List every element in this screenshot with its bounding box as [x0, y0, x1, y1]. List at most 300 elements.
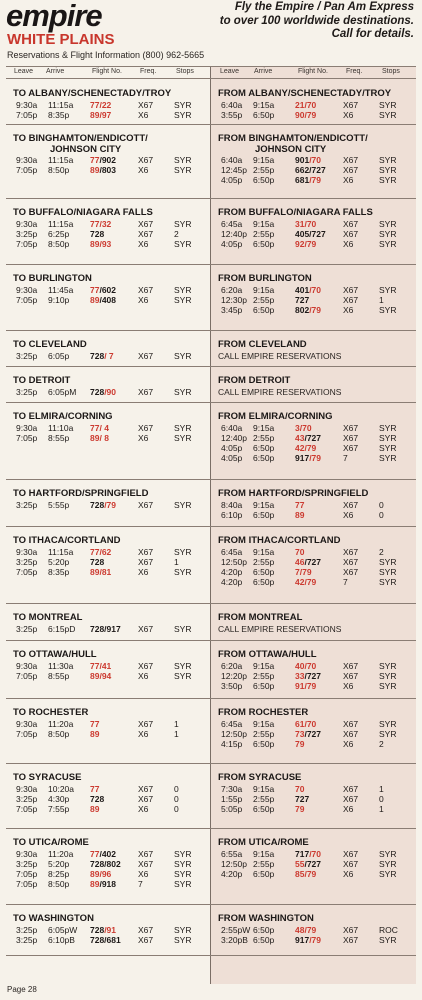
flight-number [295, 729, 321, 739]
tagline-line-1: Fly the Empire / Pan Am Express [234, 1, 414, 13]
flight-number-part: 89 [90, 803, 100, 814]
stops: 1 [379, 803, 384, 814]
flight-number-part: 405/727 [295, 228, 326, 239]
flight-number-part: 55 [295, 858, 305, 869]
flight-number-part: 42 [295, 577, 305, 588]
flight-number-part: 90 [295, 109, 305, 120]
frequency: 7 [343, 577, 348, 588]
flight-number [90, 879, 116, 889]
arrive-time: 6:50p [253, 304, 275, 315]
frequency: X6 [343, 868, 354, 879]
arrive-time: 9:15a [253, 660, 275, 671]
flight-number [90, 219, 111, 229]
to-title: TO SYRACUSE [13, 772, 82, 783]
flight-number [90, 387, 116, 397]
to-title: TO ELMIRA/CORNING [13, 411, 113, 422]
timetable [6, 80, 416, 956]
frequency: X67 [138, 350, 154, 361]
stops: SYR [174, 868, 192, 879]
to-block [6, 367, 211, 397]
stops: 0 [174, 803, 179, 814]
flight-row [6, 295, 211, 305]
flight-number-part: /727 [304, 556, 322, 567]
arrive-time: 7:55p [48, 803, 70, 814]
frequency: X6 [138, 728, 149, 739]
route-section [6, 604, 416, 641]
flight-number [295, 110, 316, 120]
flight-number-part: 77 [90, 660, 100, 671]
flight-number [90, 661, 111, 671]
flight-number-part: 728 [90, 350, 105, 361]
leave-time: 7:05p [16, 294, 38, 305]
leave-time: 6:40a [221, 155, 243, 165]
flight-number [90, 925, 116, 935]
flight-number-part: /79 [304, 442, 317, 453]
flight-number [295, 229, 326, 239]
flight-number [90, 671, 111, 681]
leave-time: 4:05p [221, 175, 243, 186]
flight-number [295, 869, 316, 879]
flight-number-part: 401 [295, 284, 310, 295]
to-block [6, 527, 211, 577]
stops: 1 [174, 728, 179, 739]
col-stops-from: Stops [382, 68, 400, 75]
frequency: X67 [138, 218, 154, 229]
flight-number-part: 681 [295, 175, 310, 186]
flight-number-part: 79 [295, 803, 305, 814]
flight-row [6, 165, 211, 175]
flight-number-part: /602 [99, 284, 117, 295]
route-section [6, 331, 416, 367]
flight-number-part: 728/681 [90, 934, 121, 945]
leave-time: 9:30a [16, 718, 38, 729]
arrive-time: 9:15a [253, 155, 275, 165]
route-section [6, 265, 416, 331]
stops: SYR [174, 924, 192, 935]
from-title: FROM BUFFALO/NIAGARA FALLS [218, 207, 373, 218]
flight-number-part: 901 [295, 155, 310, 165]
stops: SYR [379, 442, 397, 453]
flight-row [6, 387, 211, 397]
stops: SYR [174, 155, 192, 165]
col-arrive-from: Arrive [254, 68, 273, 75]
flight-number-part: 728 [90, 228, 105, 239]
flight-number-part: /41 [99, 660, 112, 671]
stops: SYR [379, 165, 397, 176]
leave-time: 3:25p [16, 924, 38, 935]
arrive-time: 6:50p [253, 934, 275, 945]
flight-number-part: 7 [295, 566, 300, 577]
to-block [6, 641, 211, 681]
frequency: X67 [343, 670, 359, 681]
frequency: X6 [138, 868, 149, 879]
arrive-time: 8:35p [48, 566, 70, 577]
flight-number-part: /727 [304, 432, 322, 443]
stops: 1 [174, 718, 179, 729]
frequency: X67 [138, 660, 154, 671]
flight-number-part: /96 [99, 868, 112, 879]
frequency: X67 [138, 228, 154, 239]
stops: SYR [174, 165, 192, 176]
leave-time: 4:05p [221, 238, 243, 249]
frequency: X67 [343, 99, 359, 110]
arrive-time: 8:55p [48, 670, 70, 681]
tagline [220, 1, 414, 42]
flight-number [295, 567, 312, 577]
flight-number-part: 89 [90, 294, 100, 305]
flight-number [295, 239, 316, 249]
stops: SYR [379, 934, 397, 945]
arrive-time: 6:50p [253, 442, 275, 453]
route-section [6, 699, 416, 764]
flight-number [295, 925, 316, 935]
from-block [211, 480, 416, 520]
stops: 1 [379, 294, 384, 305]
arrive-time: 11:15a [48, 546, 74, 557]
flight-number-part: /79 [309, 934, 322, 945]
frequency: X67 [343, 442, 359, 453]
arrive-time: 11:45a [48, 284, 74, 295]
route-section [6, 527, 416, 604]
leave-time: 7:05p [16, 566, 38, 577]
frequency: X67 [343, 793, 359, 804]
frequency: X67 [343, 284, 359, 295]
route-section [6, 199, 416, 265]
flight-number [90, 729, 99, 739]
flight-row [6, 719, 211, 729]
arrive-time: 6:50p [253, 803, 275, 814]
frequency: X6 [138, 566, 149, 577]
stops: SYR [174, 386, 192, 397]
flight-row [6, 285, 211, 295]
stops: SYR [379, 99, 397, 110]
flight-number [90, 547, 111, 557]
flight-number-part: 77 [295, 499, 305, 510]
arrive-time: 6:50p [253, 109, 275, 120]
from-title: FROM ALBANY/SCHENECTADY/TROY [218, 88, 392, 99]
flight-number-part: 77 [90, 718, 100, 729]
flight-number-part: / 7 [104, 350, 114, 361]
from-block [211, 829, 416, 879]
from-block [211, 80, 416, 120]
flight-row [6, 433, 211, 443]
flight-row [211, 443, 416, 453]
arrive-time: 4:30p [48, 793, 70, 804]
leave-time: 9:30a [16, 783, 38, 794]
stops: SYR [379, 680, 397, 691]
leave-time: 12:50p [221, 858, 247, 869]
stops: 2 [379, 738, 384, 749]
leave-time: 9:30a [16, 546, 38, 557]
flight-row [211, 925, 416, 935]
col-arrive: Arrive [46, 68, 65, 75]
flight-number-part: 89 [90, 566, 100, 577]
flight-number [90, 239, 111, 249]
flight-number-part: /918 [99, 879, 117, 890]
leave-time: 3:45p [221, 304, 243, 315]
stops: SYR [174, 879, 192, 890]
leave-time: 3:25p [16, 228, 38, 239]
arrive-time: 8:55p [48, 432, 70, 443]
frequency: X67 [343, 718, 359, 729]
col-freq: Freq. [140, 68, 157, 75]
arrive-time: 6:50p [253, 175, 275, 186]
flight-row [211, 681, 416, 691]
flight-row [211, 100, 416, 110]
flight-number-part: 70 [295, 783, 305, 794]
arrive-time: 11:10a [48, 422, 74, 433]
frequency: X6 [138, 432, 149, 443]
to-block [6, 829, 211, 889]
leave-time: 6:45a [221, 546, 243, 557]
to-block [6, 80, 211, 120]
frequency: X67 [138, 924, 154, 935]
frequency: X6 [343, 175, 354, 186]
flight-number [295, 155, 321, 165]
leave-time: 8:40a [221, 499, 243, 510]
flight-row [211, 661, 416, 671]
flight-number-part: /727 [304, 728, 322, 739]
leave-time: 3:25p [16, 793, 38, 804]
leave-time: 7:05p [16, 803, 38, 814]
flight-number [90, 433, 109, 443]
frequency: X67 [138, 556, 154, 567]
leave-time: 9:30a [16, 422, 38, 433]
flight-number-part: /70 [309, 155, 322, 165]
flight-number [295, 784, 304, 794]
flight-number-part: 728/917 [90, 623, 121, 634]
flight-row [211, 859, 416, 869]
flight-number [90, 869, 111, 879]
flight-row [211, 165, 416, 175]
flight-number-part: /79 [304, 109, 317, 120]
stops: SYR [174, 422, 192, 433]
frequency: X67 [343, 499, 359, 510]
leave-time: 3:25p [16, 934, 38, 945]
col-leave: Leave [14, 68, 34, 75]
flight-number [295, 739, 304, 749]
arrive-time: 9:15a [253, 218, 275, 229]
call-reservations-note: CALL EMPIRE RESERVATIONS [218, 386, 342, 397]
flight-number [90, 935, 121, 945]
stops: 2 [379, 546, 384, 557]
to-title: TO CLEVELAND [13, 339, 87, 350]
flight-number [90, 500, 116, 510]
flight-number-part: /94 [99, 670, 112, 681]
flight-row [6, 879, 211, 889]
leave-time: 12:50p [221, 728, 247, 739]
stops: SYR [174, 109, 192, 120]
stops: SYR [379, 218, 397, 229]
arrive-time: 6:50p [253, 680, 275, 691]
stops: 1 [174, 556, 179, 567]
stops: SYR [379, 566, 397, 577]
arrive-time: 11:15a [48, 99, 74, 110]
stops: SYR [379, 304, 397, 315]
frequency: X67 [138, 546, 154, 557]
flight-row [6, 351, 211, 361]
leave-time: 7:05p [16, 670, 38, 681]
flight-row [6, 219, 211, 229]
arrive-time: 9:15a [253, 718, 275, 729]
leave-time: 3:55p [221, 109, 243, 120]
leave-time: 2:55pW [221, 924, 251, 935]
frequency: X6 [343, 680, 354, 691]
col-flight-from: Flight No. [298, 68, 328, 75]
frequency: X67 [138, 718, 154, 729]
flight-number-part: /402 [99, 848, 117, 859]
stops: ROC [379, 924, 398, 935]
flight-number-part: 85 [295, 868, 305, 879]
flight-row [211, 295, 416, 305]
frequency: X6 [138, 109, 149, 120]
flight-number-part: /93 [99, 238, 112, 249]
arrive-time: 8:50p [48, 879, 70, 890]
flight-number-part: /79 [299, 566, 312, 577]
leave-time: 6:10p [221, 509, 243, 520]
frequency: X67 [343, 783, 359, 794]
frequency: 7 [138, 879, 143, 890]
flight-row [211, 739, 416, 749]
flight-row [6, 624, 211, 634]
leave-time: 9:30a [16, 848, 38, 859]
arrive-time: 6:50p [253, 924, 275, 935]
leave-time: 12:40p [221, 432, 247, 443]
stops: 0 [379, 793, 384, 804]
to-title: TO HARTFORD/SPRINGFIELD [13, 488, 149, 499]
leave-time: 4:20p [221, 566, 243, 577]
leave-time: 9:30a [16, 155, 38, 165]
col-leave-from: Leave [220, 68, 240, 75]
leave-time: 3:20pB [221, 934, 248, 945]
from-block [211, 265, 416, 315]
flight-number-part: 77 [90, 155, 100, 165]
flight-row [6, 729, 211, 739]
flight-number-part: 21 [295, 99, 305, 110]
flight-number-part: /408 [99, 294, 117, 305]
frequency: X67 [343, 924, 359, 935]
flight-number-part: 89 [90, 728, 100, 739]
leave-time: 9:30a [16, 284, 38, 295]
frequency: X6 [343, 509, 354, 520]
stops: SYR [174, 218, 192, 229]
arrive-time: 9:15a [253, 284, 275, 295]
frequency: X67 [343, 432, 359, 443]
from-block [211, 403, 416, 463]
from-title: FROM MONTREAL [218, 612, 303, 623]
frequency: X67 [138, 99, 154, 110]
leave-time: 4:20p [221, 577, 243, 588]
stops: SYR [379, 432, 397, 443]
arrive-time: 6:50p [253, 738, 275, 749]
to-block [6, 125, 211, 175]
flight-number [295, 453, 321, 463]
flight-number [295, 577, 316, 587]
frequency: X67 [343, 848, 359, 859]
route-section [6, 480, 416, 527]
frequency: X6 [343, 738, 354, 749]
arrive-time: 2:55p [253, 793, 275, 804]
stops: SYR [379, 556, 397, 567]
empire-logo: empire [6, 0, 102, 33]
arrive-time: 9:15a [253, 546, 275, 557]
leave-time: 7:05p [16, 238, 38, 249]
flight-row [6, 671, 211, 681]
from-title: FROM UTICA/ROME [218, 837, 309, 848]
leave-time: 9:30a [16, 218, 38, 229]
arrive-time: 11:30a [48, 660, 74, 671]
flight-number-part: /79 [304, 924, 317, 935]
frequency: X6 [138, 238, 149, 249]
from-title: FROM ELMIRA/CORNING [218, 411, 333, 422]
flight-number-part: /70 [304, 99, 317, 110]
stops: SYR [379, 670, 397, 681]
flight-number-part: 89 [90, 670, 100, 681]
stops: 2 [174, 228, 179, 239]
to-title: TO ALBANY/SCHENECTADY/TROY [13, 88, 172, 99]
flight-row [6, 423, 211, 433]
frequency: X67 [138, 422, 154, 433]
leave-time: 3:25p [16, 499, 38, 510]
col-stops: Stops [176, 68, 194, 75]
leave-time: 6:45a [221, 218, 243, 229]
flight-number [295, 219, 316, 229]
arrive-time: 6:15pD [48, 623, 76, 634]
arrive-time: 2:55p [253, 294, 275, 305]
leave-time: 6:55a [221, 848, 243, 859]
flight-row [6, 849, 211, 859]
route-section [6, 641, 416, 699]
flight-number [295, 681, 316, 691]
flight-number [90, 719, 99, 729]
stops: SYR [174, 623, 192, 634]
flight-number [295, 859, 321, 869]
route-section [6, 829, 416, 905]
stops: 1 [379, 783, 384, 794]
flight-number-part: /70 [309, 284, 322, 295]
from-title: FROM HARTFORD/SPRINGFIELD [218, 488, 369, 499]
flight-number-part: 728 [90, 924, 105, 935]
flight-row [6, 859, 211, 869]
leave-time: 12:30p [221, 294, 247, 305]
leave-time: 6:20a [221, 660, 243, 671]
to-block [6, 699, 211, 739]
flight-number-part: /727 [304, 858, 322, 869]
from-title: FROM SYRACUSE [218, 772, 302, 783]
from-title: FROM WASHINGTON [218, 913, 314, 924]
flight-number [90, 557, 104, 567]
leave-time: 12:50p [221, 556, 247, 567]
flight-row [211, 239, 416, 249]
flight-row [211, 433, 416, 443]
stops: SYR [379, 228, 397, 239]
to-block [6, 764, 211, 814]
flight-number-part: 77 [90, 546, 100, 557]
flight-row [211, 849, 416, 859]
to-title: TO MONTREAL [13, 612, 83, 623]
flight-row [211, 794, 416, 804]
flight-number-part: 727 [295, 294, 310, 305]
frequency: X67 [343, 546, 359, 557]
to-title-continued: JOHNSON CITY [50, 143, 122, 155]
flight-number-part: /91 [104, 924, 117, 935]
from-block [211, 604, 416, 634]
stops: 0 [379, 499, 384, 510]
from-block [211, 764, 416, 814]
flight-number-part: 46 [295, 556, 305, 567]
flight-number-part: / 8 [99, 432, 109, 443]
stops: SYR [174, 499, 192, 510]
